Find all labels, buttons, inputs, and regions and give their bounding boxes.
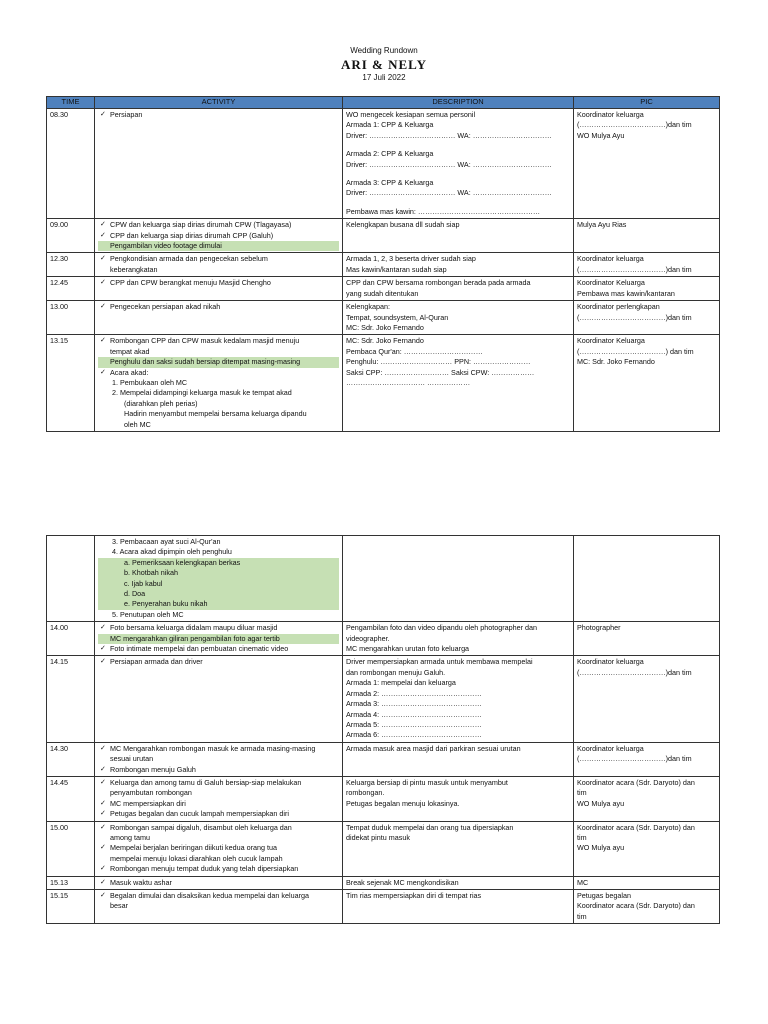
cell-time: 12.45 [47,277,95,301]
description-line: Armada 6: …………………………………… [346,730,482,740]
cell-activity [95,776,343,821]
pic-line: WO Mulya ayu [577,798,625,808]
cell-time: 14.15 [47,656,95,742]
table-row [47,890,720,924]
pic-line: Koordinator keluarga [577,110,644,119]
activity-line: ✓ Rombongan menuju tempat duduk yang telah dipersiapkan [98,864,339,874]
description-line: MC: Sdr. Joko Fernando [346,336,424,346]
cell-description [343,656,574,742]
cell-activity [95,109,343,219]
pic-line: (………………………………)dan tim [577,120,692,130]
cell-pic [574,277,720,301]
header-pic: PIC [574,97,720,109]
cell-pic [574,656,720,742]
description-line: …………………………… ……………… [346,377,471,387]
pic-line: Koordinator keluarga [577,743,644,753]
description-line: MC mengarahkan urutan foto keluarga [346,644,470,654]
cell-description [343,890,574,924]
table-row [47,335,720,432]
cell-description [343,622,574,656]
description-line: Kelengkapan busana dll sudah siap [346,220,460,230]
description-line: Saksi CPP: ……………………… Saksi CPW: ……………… [346,367,535,377]
description-line: CPP dan CPW bersama rombongan berada pada armada [346,278,531,288]
cell-description [343,253,574,277]
pic-line: Koordinator keluarga [577,254,644,264]
activity-line: a. Pemeriksaan kelengkapan berkas [98,558,339,568]
activity-line: sesuai urutan [110,754,154,764]
activity-line: oleh MC [124,419,151,429]
cell-time: 14.45 [47,776,95,821]
description-line: Armada 4: …………………………………… [346,709,482,719]
cell-activity [95,536,343,622]
cell-time: 15.15 [47,890,95,924]
pic-line: Koordinator keluarga [577,657,644,667]
activity-line: ✓ Begalan dimulai dan disaksikan kedua mempelai dan keluarga [98,891,339,901]
cell-activity [95,742,343,776]
cell-description [343,742,574,776]
description-line: Pembawa mas kawin: …………………………………………… [346,206,541,216]
description-line: Driver mempersiapkan armada untuk membawa mempelai [346,657,533,667]
description-line: Mas kawin/kantaran sudah siap [346,264,447,274]
description-line: Pembaca Qur'an: …………………………… [346,346,483,356]
cell-description [343,335,574,432]
cell-time [47,536,95,622]
description-line: dan rombongan menuju Galuh. [346,667,446,677]
description-line: Keluarga bersiap di pintu masuk untuk menyambut [346,777,508,787]
pic-line: Koordinator acara (Sdr. Daryoto) dan [577,822,695,832]
description-line: WO mengecek kesiapan semua personil [346,110,476,119]
cell-pic [574,301,720,335]
cell-activity [95,219,343,253]
description-line [346,199,570,207]
activity-line: ✓ Foto intimate mempelai dan pembuatan cinematic video [98,644,339,654]
document-supertitle: Wedding Rundown [350,46,418,55]
pic-line: MC: Sdr. Joko Fernando [577,357,655,367]
activity-line: among tamu [110,832,150,842]
table-row [47,622,720,656]
activity-line: ✓ CPW dan keluarga siap dirias dirumah CPW (Tlagayasa) [98,220,339,230]
description-line: Driver: ……………………………… WA: …………………………… [346,130,552,140]
cell-pic [574,109,720,219]
cell-description [343,301,574,335]
activity-line: 3. Pembacaan ayat suci Al-Qur'an [112,537,221,546]
cell-time: 13.15 [47,335,95,432]
cell-activity [95,335,343,432]
activity-line: 2. Mempelai didampingi keluarga masuk ke tempat akad [112,388,292,398]
cell-description [343,536,574,622]
description-line: yang sudah ditentukan [346,288,419,298]
pic-line: Photographer [577,623,621,633]
rundown-table-page-1 [46,96,720,432]
cell-activity [95,253,343,277]
pic-line: (………………………………)dan tim [577,264,692,274]
description-line: Armada 2: …………………………………… [346,688,482,698]
activity-line: ✓ MC Mengarahkan rombongan masuk ke armada masing-masing [98,744,339,754]
cell-activity [95,890,343,924]
pic-line: Koordinator perlengkapan [577,302,660,312]
activity-line: 1. Pembukaan oleh MC [112,377,188,387]
description-line: Driver: ……………………………… WA: …………………………… [346,188,552,198]
description-line: Break sejenak MC mengkondisikan [346,877,459,887]
cell-activity [95,821,343,876]
cell-activity [95,301,343,335]
description-line: Pengambilan foto dan video dipandu oleh photographer dan [346,623,538,633]
description-line: MC: Sdr. Joko Fernando [346,322,424,332]
cell-description [343,776,574,821]
table-row [47,253,720,277]
activity-line: ✓ Masuk waktu ashar [98,878,339,888]
activity-line: ✓ Acara akad: [98,368,339,378]
table-row [47,219,720,253]
cell-activity [95,876,343,889]
activity-line: ✓ CPP dan keluarga siap dirias dirumah CPP (Galuh) [98,231,339,241]
table-row [47,656,720,742]
activity-line: e. Penyerahan buku nikah [98,599,339,609]
event-date: 17 Juli 2022 [362,73,406,82]
description-line: Armada 5: …………………………………… [346,719,482,729]
cell-time: 15.13 [47,876,95,889]
table-row [47,277,720,301]
rundown-table-page-2 [46,535,720,924]
pic-line: (………………………………) dan tim [577,346,694,356]
cell-time: 15.00 [47,821,95,876]
cell-pic [574,536,720,622]
cell-activity [95,277,343,301]
description-line: Petugas begalan menuju lokasinya. [346,798,460,808]
pic-line: Koordinator acara (Sdr. Daryoto) dan [577,901,695,911]
pic-line: (………………………………)dan tim [577,667,692,677]
table-row [47,301,720,335]
activity-line: ✓ Pengecekan persiapan akad nikah [98,302,339,312]
activity-line: c. Ijab kabul [98,579,339,589]
cell-pic [574,219,720,253]
description-line: Driver: ……………………………… WA: …………………………… [346,159,552,169]
cell-pic [574,776,720,821]
cell-activity [95,656,343,742]
pic-line: tim [577,788,587,798]
activity-line: keberangkatan [110,264,158,274]
activity-line: Penghulu dan saksi sudah bersiap ditempat masing-masing [98,357,339,367]
header-description: DESCRIPTION [343,97,574,109]
activity-line: 5. Penutupan oleh MC [112,609,184,619]
cell-activity [95,622,343,656]
cell-pic [574,742,720,776]
pic-line: Koordinator Keluarga [577,336,645,346]
description-line: Armada 1: CPP & Keluarga [346,120,434,130]
activity-line: ✓ Rombongan CPP dan CPW masuk kedalam masjid menuju [98,336,339,346]
activity-line: Pengambilan video footage dimulai [98,241,339,251]
cell-pic [574,335,720,432]
cell-description [343,876,574,889]
description-line: Armada 3: …………………………………… [346,699,482,709]
pic-line: Koordinator acara (Sdr. Daryoto) dan [577,777,695,787]
activity-line: ✓ Persiapan armada dan driver [98,657,339,667]
pic-line: WO Mulya Ayu [577,130,625,140]
cell-pic [574,821,720,876]
activity-line: ✓ Persiapan [98,110,339,120]
description-line: Tempat, soundsystem, Al-Quran [346,312,449,322]
header-time: TIME [47,97,95,109]
table-row [47,109,720,219]
description-line [346,141,570,149]
description-line: Tim rias mempersiapkan diri di tempat rias [346,891,482,900]
cell-time: 08.30 [47,109,95,219]
table-row [47,742,720,776]
activity-line: ✓ Petugas begalan dan cucuk lampah mempersiapkan diri [98,809,339,819]
activity-line: ✓ Mempelai berjalan beriringan diikuti kedua orang tua [98,843,339,853]
activity-line: ✓ Rombongan sampai digaluh, disambut oleh keluarga dan [98,823,339,833]
description-line: Tempat duduk mempelai dan orang tua dipersiapkan [346,822,514,832]
table-row [47,776,720,821]
activity-line: 4. Acara akad dipimpin oleh penghulu [112,547,232,557]
pic-line: (………………………………)dan tim [577,312,692,322]
pic-line: Pembawa mas kawin/kantaran [577,288,675,298]
cell-description [343,277,574,301]
activity-line: penyambutan rombongan [110,788,192,798]
cell-description [343,821,574,876]
cell-description [343,219,574,253]
description-line [346,170,570,178]
activity-line: tempat akad [110,346,150,356]
cell-pic [574,876,720,889]
description-line: Penghulu: ………………………… PPN: …………………… [346,357,531,367]
cell-time: 14.30 [47,742,95,776]
cell-pic [574,253,720,277]
activity-line: Hadirin menyambut mempelai bersama keluarga dipandu [124,409,307,419]
activity-line: mempelai menuju lokasi diarahkan oleh cucuk lampah [110,853,283,863]
activity-line: ✓ MC mempersiapkan diri [98,799,339,809]
table-row [47,821,720,876]
activity-line: (diarahkan pleh perias) [124,398,198,408]
table-header-row [47,97,720,109]
activity-line: ✓ CPP dan CPW berangkat menuju Masjid Chengho [98,278,339,288]
description-line: videographer. [346,633,390,643]
cell-pic [574,622,720,656]
description-line: Armada 1: mempelai dan keluarga [346,678,456,688]
cell-time: 09.00 [47,219,95,253]
description-line: rombongan. [346,788,385,798]
cell-time: 12.30 [47,253,95,277]
table-row [47,876,720,889]
description-line: Armada 3: CPP & Keluarga [346,178,434,188]
pic-line: Koordinator Keluarga [577,278,645,288]
description-line: Armada 2: CPP & Keluarga [346,149,434,159]
pic-line: tim [577,832,587,842]
pic-line: Mulya Ayu Rias [577,220,627,230]
table-row [47,536,720,622]
pic-line: tim [577,911,587,921]
cell-description [343,109,574,219]
activity-line: ✓ Foto bersama keluarga didalam maupu diluar masjid [98,623,339,633]
activity-line: ✓ Keluarga dan among tamu di Galuh bersiap-siap melakukan [98,778,339,788]
pic-line: MC [577,877,589,887]
description-line: didekat pintu masuk [346,832,410,842]
activity-line: MC mengarahkan giliran pengambilan foto agar tertib [98,634,339,644]
pic-line: (………………………………)dan tim [577,754,692,764]
pic-line: WO Mulya ayu [577,843,625,853]
cell-time: 14.00 [47,622,95,656]
activity-line: ✓ Pengkondisian armada dan pengecekan sebelum [98,254,339,264]
activity-line: besar [110,901,128,911]
description-line: Kelengkapan: [346,302,390,312]
header-activity: ACTIVITY [95,97,343,109]
cell-time: 13.00 [47,301,95,335]
pic-line: Petugas begalan [577,891,631,900]
couple-names: ARI & NELY [340,57,428,72]
cell-pic [574,890,720,924]
description-line: Armada 1, 2, 3 beserta driver sudah siap [346,254,476,264]
description-line: Armada masuk area masjid dari parkiran sesuai urutan [346,743,521,753]
activity-line: b. Khotbah nikah [98,568,339,578]
activity-line: d. Doa [98,589,339,599]
activity-line: ✓ Rombongan menuju Galuh [98,765,339,775]
